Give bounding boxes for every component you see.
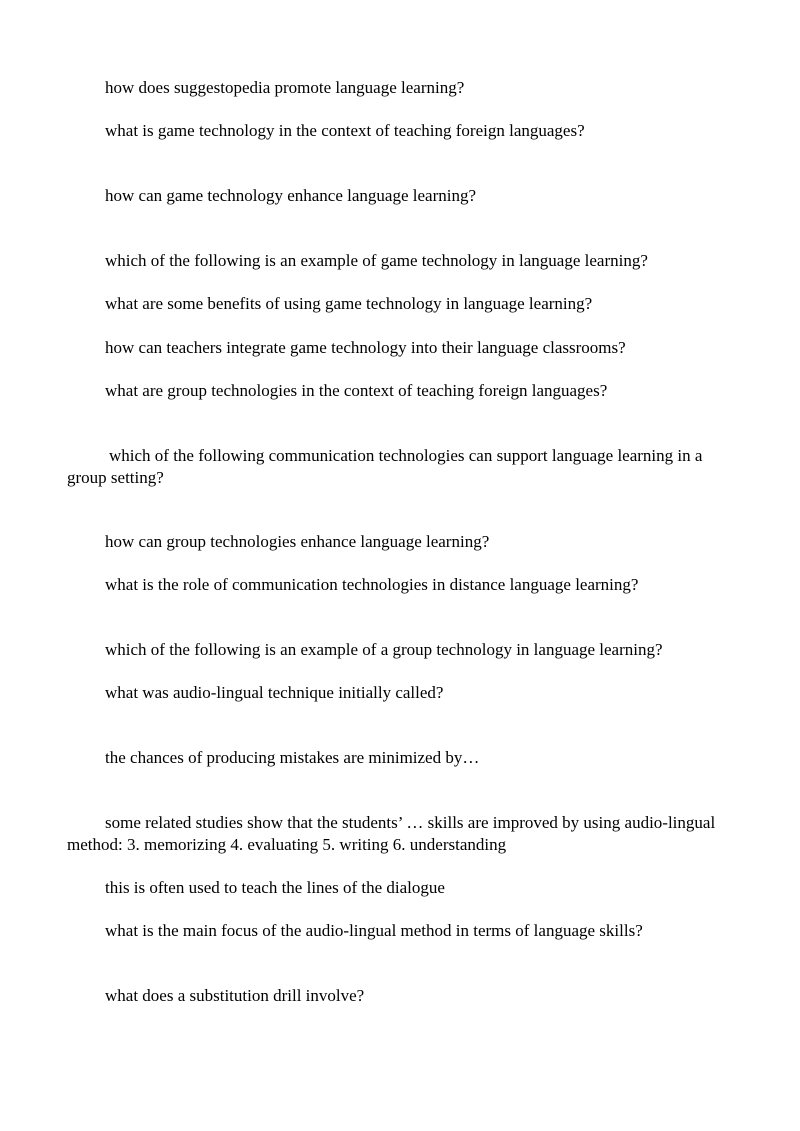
question-16: what is the main focus of the audio-lingual method in terms of language skills? — [105, 921, 643, 940]
question-2: what is game technology in the context of teaching foreign languages? — [105, 121, 585, 140]
question-12: what was audio-lingual technique initially called? — [105, 683, 444, 702]
question-7: what are group technologies in the context of teaching foreign languages? — [105, 381, 608, 400]
question-14: some related studies show that the students’ … skills are improved by using audio-lingual method: 3. memorizing 4. evaluating 5. writing 6. understanding — [67, 813, 716, 854]
question-13: the chances of producing mistakes are minimized by… — [105, 748, 480, 767]
question-5: what are some benefits of using game technology in language learning? — [105, 294, 593, 313]
question-17: what does a substitution drill involve? — [105, 986, 365, 1005]
question-1: how does suggestopedia promote language learning? — [105, 78, 465, 97]
question-6: how can teachers integrate game technology into their language classrooms? — [105, 338, 626, 357]
question-4: which of the following is an example of game technology in language learning? — [105, 251, 648, 270]
question-15: this is often used to teach the lines of the dialogue — [105, 878, 445, 897]
question-9: how can group technologies enhance language learning? — [105, 532, 490, 551]
question-3: how can game technology enhance language learning? — [105, 186, 477, 205]
question-8: which of the following communication technologies can support language learning in a group setting? — [67, 446, 703, 487]
question-11: which of the following is an example of a group technology in language learning? — [105, 640, 663, 659]
question-10: what is the role of communication technologies in distance language learning? — [105, 575, 639, 594]
